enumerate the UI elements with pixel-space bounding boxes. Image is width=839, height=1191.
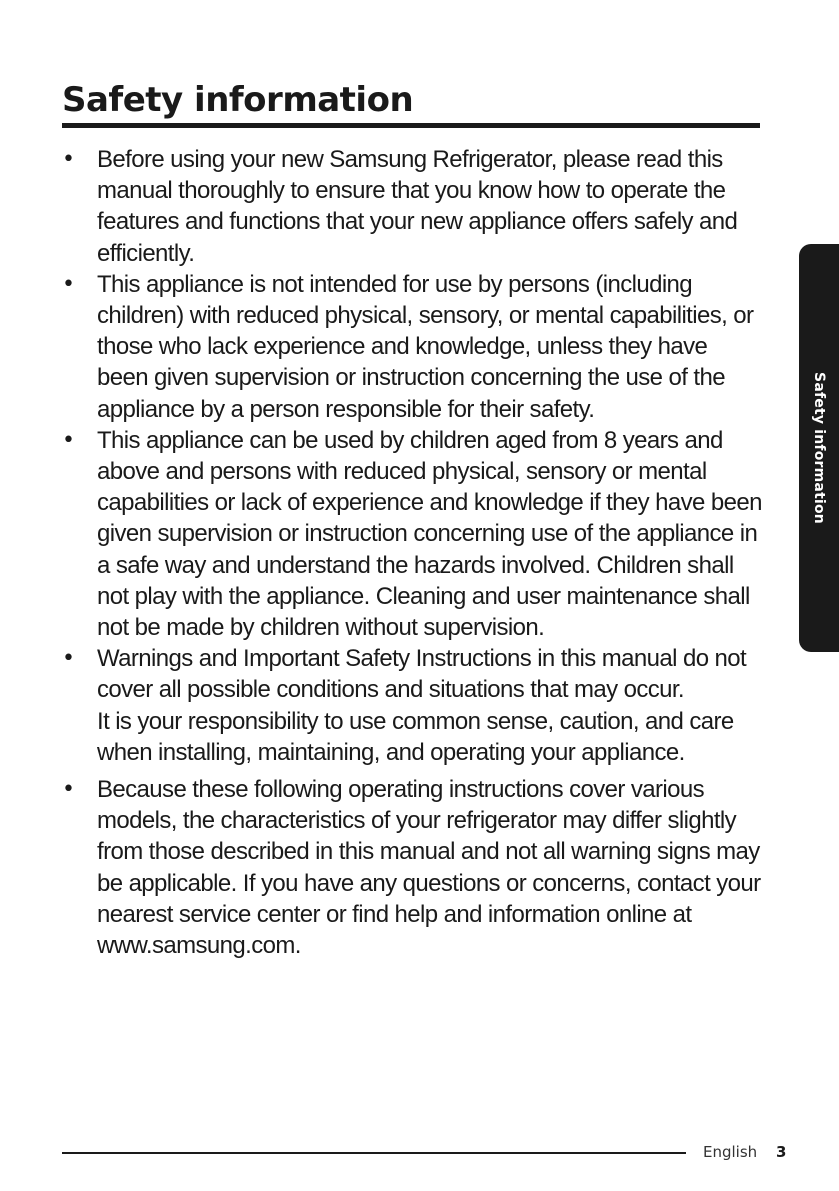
bullet-paragraph: This appliance is not intended for use by persons (including children) with reduced physical, sensory, or mental capabilities, or those who lack experience and knowledge, unless they have been given supervision or instruction concerning the use of the appliance by a person responsible for their safety. <box>97 270 754 423</box>
bullet-text <box>97 144 762 269</box>
side-tab-label: Safety information <box>811 372 827 524</box>
page-number: 3 <box>776 1143 787 1161</box>
bullet-paragraph: Warnings and Important Safety Instructions in this manual do not cover all possible conditions and situations that may occur. <box>97 645 747 704</box>
bullet-text <box>97 269 762 425</box>
bullet-item-4 <box>62 643 762 768</box>
bullet-icon: • <box>62 777 75 803</box>
bullet-paragraph: It is your responsibility to use common sense, caution, and care when installing, maintaining, and operating your appliance. <box>97 707 734 766</box>
footer-rule <box>62 1152 686 1154</box>
bullet-icon: • <box>62 646 75 672</box>
bullet-item-3 <box>62 425 762 643</box>
footer-language: English <box>703 1143 758 1161</box>
page-title: Safety information <box>62 80 414 120</box>
bullet-item-2 <box>62 269 762 425</box>
bullet-text <box>97 774 762 961</box>
bullet-text <box>97 643 762 768</box>
bullet-item-5 <box>62 774 762 961</box>
bullet-item-1 <box>62 144 762 269</box>
bullet-icon: • <box>62 147 75 172</box>
bullet-paragraph: Because these following operating instructions cover various models, the characteristics of your refrigerator may differ slightly from those described in this manual and not all warning signs may be applicable. If you have any questions or concerns, contact your nearest service center or find help and information online at www.samsung.com. <box>97 776 761 960</box>
bullet-paragraph: Before using your new Samsung Refrigerator, please read this manual thoroughly to ensure that you know how to operate the features and functions that your new appliance offers safely and efficiently. <box>97 146 738 267</box>
bullet-icon: • <box>62 427 75 453</box>
bullet-text <box>97 425 762 643</box>
bullet-icon: • <box>62 271 75 297</box>
safety-bullet-list <box>62 144 762 961</box>
title-underline <box>62 123 760 128</box>
section-side-tab <box>799 244 839 652</box>
bullet-paragraph: This appliance can be used by children aged from 8 years and above and persons with reduced physical, sensory or mental capabilities or lack of experience and knowledge if they have been given supervision or instruction concerning use of the appliance in a safe way and understand the hazards involved. Children shall not play with the appliance. Cleaning and user maintenance shall not be made by children without supervision. <box>97 426 762 642</box>
